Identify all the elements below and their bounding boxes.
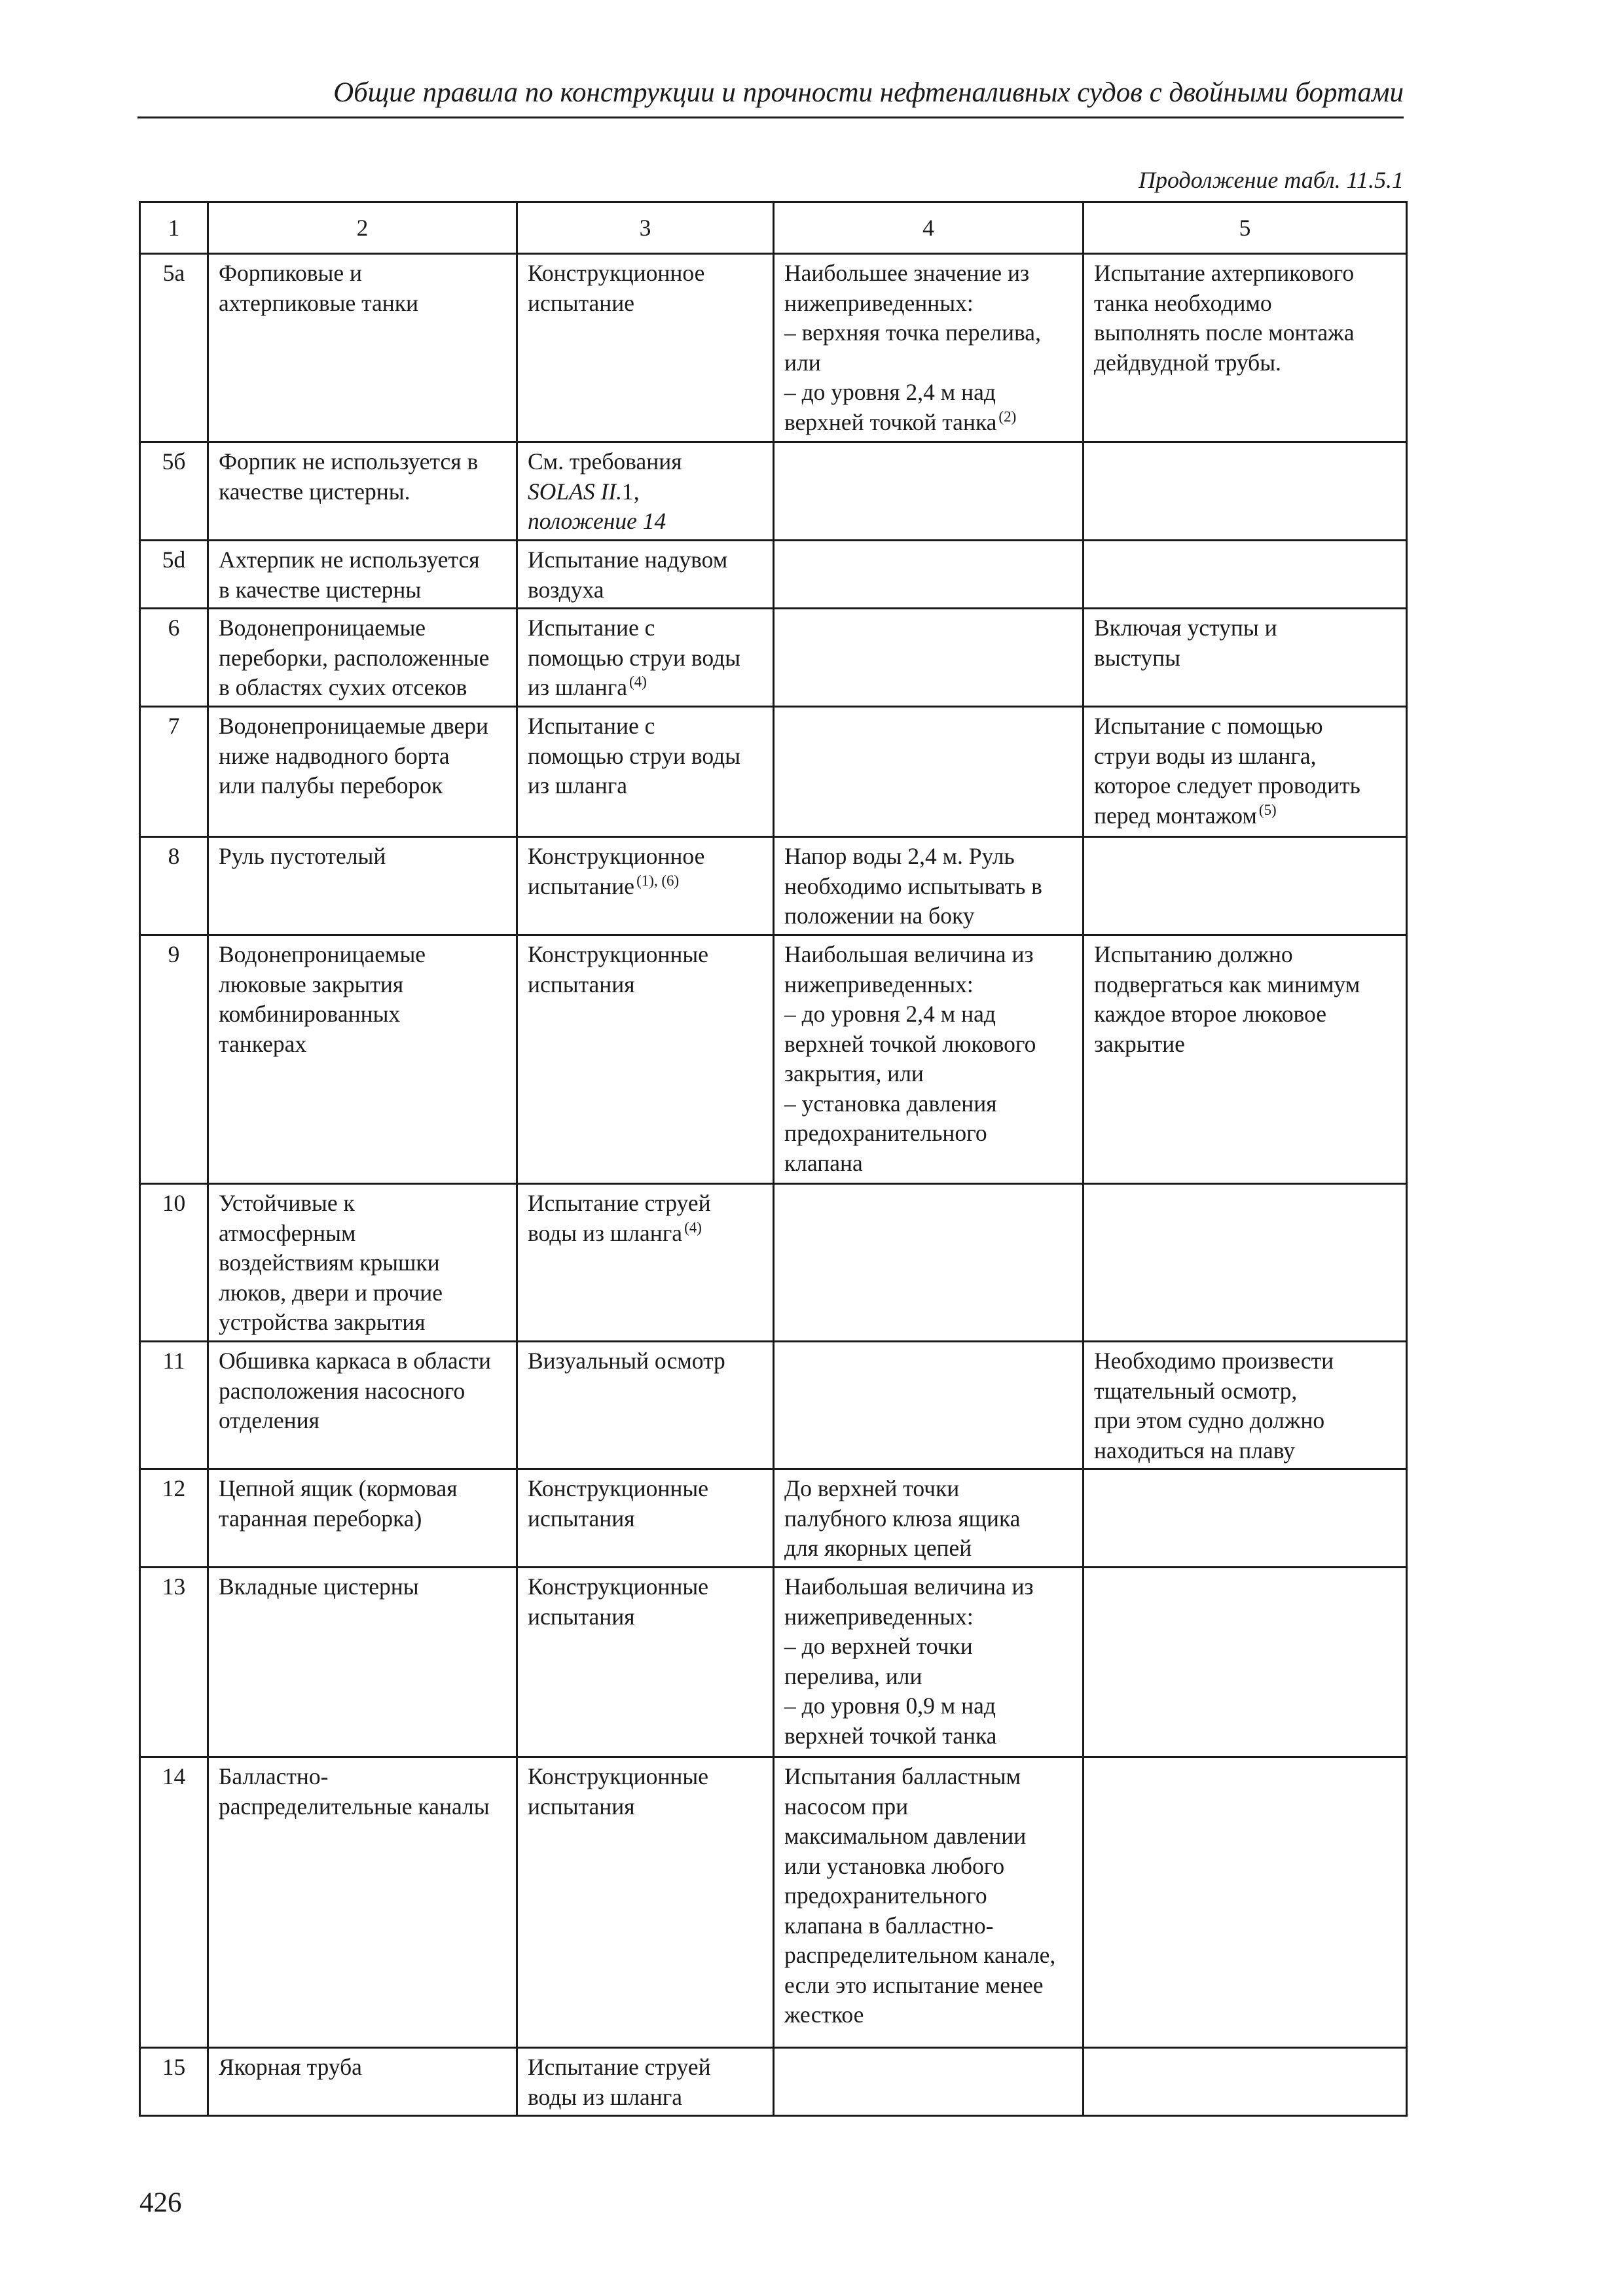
cell-line: клапана в балластно- xyxy=(784,1912,994,1939)
remarks-cell xyxy=(1084,254,1407,442)
cell-line: Испытания балластным xyxy=(784,1763,1021,1789)
test-head-cell xyxy=(774,442,1084,541)
cell-line: танкерах xyxy=(219,1030,307,1057)
cell-line: для якорных цепей xyxy=(784,1535,972,1561)
cell-line: Необходимо произвести xyxy=(1094,1348,1334,1374)
remarks-cell xyxy=(1084,1469,1407,1568)
cell-line: распределительном канале, xyxy=(784,1942,1056,1968)
test-type-cell xyxy=(517,707,774,837)
cell-line: в областях сухих отсеков xyxy=(219,674,467,700)
cell-line: нижеприведенных: xyxy=(784,289,974,316)
cell-line: Конструкционное xyxy=(528,260,705,286)
remarks-cell xyxy=(1084,1568,1407,1757)
cell-line: насосом при xyxy=(784,1793,909,1820)
cell-line: Форпик не используется в xyxy=(219,448,479,475)
cell-line: люковые закрытия xyxy=(219,971,404,997)
cell-line: предохранительного xyxy=(784,1882,987,1909)
cell-line: – установка давления xyxy=(784,1090,997,1117)
cell-line: – до верхней точки xyxy=(784,1633,973,1659)
cell-line: устройства закрытия xyxy=(219,1309,426,1335)
remarks-cell xyxy=(1084,442,1407,541)
cell-line xyxy=(784,408,1073,438)
cell-line: ниже надводного борта xyxy=(219,742,450,769)
cell-text: верхней точкой танка xyxy=(784,408,997,435)
footnote-ref: (4) xyxy=(684,1219,702,1236)
test-head-cell xyxy=(774,1469,1084,1568)
table-row xyxy=(140,1757,1407,2048)
test-head-cell xyxy=(774,609,1084,707)
cell-line: Визуальный осмотр xyxy=(528,1348,725,1374)
structure-cell xyxy=(208,541,517,609)
column-number-row xyxy=(140,202,1407,254)
cell-line: распределительные каналы xyxy=(219,1793,490,1820)
test-type-cell xyxy=(517,442,774,541)
cell-line: Водонепроницаемые xyxy=(219,615,426,641)
structure-cell xyxy=(208,609,517,707)
cell-line: клапана xyxy=(784,1149,863,1176)
table-row xyxy=(140,935,1407,1184)
cell-line: – верхняя точка перелива, xyxy=(784,319,1041,346)
test-type-cell xyxy=(517,2048,774,2116)
cell-line: Водонепроницаемые двери xyxy=(219,713,489,739)
table-row xyxy=(140,609,1407,707)
cell-line: испытания xyxy=(528,1505,635,1532)
structure-cell xyxy=(208,2048,517,2116)
cell-line: Испытание с xyxy=(528,615,655,641)
structure-cell xyxy=(208,1184,517,1342)
cell-line: атмосферным xyxy=(219,1219,356,1246)
cell-line: положении на боку xyxy=(784,903,975,929)
structure-cell xyxy=(208,1469,517,1568)
cell-line: Руль пустотелый xyxy=(219,843,386,869)
cell-line: максимальном давлении xyxy=(784,1823,1027,1849)
remarks-cell xyxy=(1084,609,1407,707)
cell-line: которое следует проводить xyxy=(1094,772,1360,798)
test-type-cell xyxy=(517,1342,774,1469)
cell-line xyxy=(528,872,763,902)
structure-cell xyxy=(208,1757,517,2048)
remarks-cell xyxy=(1084,1757,1407,2048)
cell-line: верхней точкой люкового xyxy=(784,1030,1036,1057)
test-type-cell xyxy=(517,609,774,707)
test-head-cell xyxy=(774,935,1084,1184)
test-head-cell xyxy=(774,1342,1084,1469)
cell-line: дейдвудной трубы. xyxy=(1094,349,1281,376)
test-head-cell xyxy=(774,1757,1084,2048)
cell-line: если это испытание менее xyxy=(784,1971,1044,1998)
structure-cell xyxy=(208,442,517,541)
row-number: 6 xyxy=(140,609,208,707)
cell-line: Испытание с помощью xyxy=(1094,713,1323,739)
cell-line: закрытие xyxy=(1094,1030,1185,1057)
footnote-ref: (1), (6) xyxy=(636,872,680,889)
cell-line: струи воды из шланга, xyxy=(1094,742,1317,769)
cell-line xyxy=(528,477,763,507)
cell-line xyxy=(528,673,763,703)
footnote-ref: (2) xyxy=(998,408,1017,425)
table-row xyxy=(140,442,1407,541)
cell-line: находиться на плаву xyxy=(1094,1437,1296,1463)
cell-line: Конструкционные xyxy=(528,1573,708,1600)
cell-line xyxy=(528,1219,763,1249)
test-head-cell xyxy=(774,837,1084,935)
cell-line: Испытание ахтерпикового xyxy=(1094,260,1355,286)
cell-line: Наибольшее значение из xyxy=(784,260,1029,286)
remarks-cell xyxy=(1084,2048,1407,2116)
cell-line: верхней точкой танка xyxy=(784,1722,997,1749)
remarks-cell xyxy=(1084,1342,1407,1469)
cell-line: воздуха xyxy=(528,576,604,603)
cell-line: танка необходимо xyxy=(1094,289,1272,316)
table-row xyxy=(140,1469,1407,1568)
remarks-cell xyxy=(1084,935,1407,1184)
row-number: 12 xyxy=(140,1469,208,1568)
cell-line: Устойчивые к xyxy=(219,1190,355,1216)
row-number: 10 xyxy=(140,1184,208,1342)
requirements-table xyxy=(139,201,1408,2117)
cell-line: Конструкционные xyxy=(528,1475,708,1501)
table-row xyxy=(140,1342,1407,1469)
test-type-cell xyxy=(517,935,774,1184)
cell-line: Форпиковые и xyxy=(219,260,362,286)
cell-line: Напор воды 2,4 м. Руль xyxy=(784,843,1015,869)
cell-line: помощью струи воды xyxy=(528,644,740,671)
row-number: 7 xyxy=(140,707,208,837)
row-number: 9 xyxy=(140,935,208,1184)
header-rule xyxy=(137,117,1404,118)
cell-line: выступы xyxy=(1094,644,1181,671)
column-number: 2 xyxy=(208,202,517,254)
cell-line: помощью струи воды xyxy=(528,742,740,769)
cell-text: воды из шланга xyxy=(528,1219,683,1246)
column-number: 3 xyxy=(517,202,774,254)
structure-cell xyxy=(208,1342,517,1469)
remarks-cell xyxy=(1084,1184,1407,1342)
cell-line: подвергаться как минимум xyxy=(1094,971,1360,997)
test-head-cell xyxy=(774,2048,1084,2116)
cell-line: тщательный осмотр, xyxy=(1094,1377,1298,1404)
cell-line: Обшивка каркаса в области xyxy=(219,1348,491,1374)
regulation-position: положение 14 xyxy=(528,508,666,534)
cell-line: Испытание с xyxy=(528,713,655,739)
test-head-cell xyxy=(774,707,1084,837)
cell-line: переборки, расположенные xyxy=(219,644,490,671)
cell-line: Наибольшая величина из xyxy=(784,941,1034,967)
page-number: 426 xyxy=(139,2187,182,2218)
cell-line: – до уровня 2,4 м над xyxy=(784,379,996,405)
cell-line: – до уровня 2,4 м над xyxy=(784,1001,996,1027)
row-number: 15 xyxy=(140,2048,208,2116)
regulation-ref: SOLAS II. xyxy=(528,478,622,505)
test-head-cell xyxy=(774,541,1084,609)
remarks-cell xyxy=(1084,707,1407,837)
table-row xyxy=(140,2048,1407,2116)
cell-line: или установка любого xyxy=(784,1852,1005,1879)
cell-line: отделения xyxy=(219,1407,319,1433)
remarks-cell xyxy=(1084,837,1407,935)
row-number: 14 xyxy=(140,1757,208,2048)
row-number: 5a xyxy=(140,254,208,442)
cell-line: при этом судно должно xyxy=(1094,1407,1325,1433)
cell-line: Наибольшая величина из xyxy=(784,1573,1034,1600)
cell-line: жесткое xyxy=(784,2001,864,2028)
cell-line: комбинированных xyxy=(219,1001,401,1027)
cell-line: нижеприведенных: xyxy=(784,1603,974,1630)
cell-line: Испытанию должно xyxy=(1094,941,1293,967)
cell-line: нижеприведенных: xyxy=(784,971,974,997)
cell-line: Включая уступы и xyxy=(1094,615,1277,641)
cell-line: испытание xyxy=(528,289,635,316)
structure-cell xyxy=(208,935,517,1184)
running-header-title: Общие правила по конструкции и прочности нефтеналивных судов с двойными бортами xyxy=(333,77,1404,108)
cell-line: перелива, или xyxy=(784,1662,922,1689)
table-row xyxy=(140,1184,1407,1342)
cell-line: Конструкционные xyxy=(528,941,708,967)
cell-line: предохранительного xyxy=(784,1120,987,1146)
cell-line: ахтерпиковые танки xyxy=(219,289,419,316)
cell-line: Испытание надувом xyxy=(528,547,728,573)
test-type-cell xyxy=(517,837,774,935)
cell-line: Конструкционное xyxy=(528,843,705,869)
row-number: 5б xyxy=(140,442,208,541)
footnote-ref: (4) xyxy=(629,673,647,690)
column-number: 4 xyxy=(774,202,1084,254)
cell-line: из шланга xyxy=(528,772,628,798)
row-number: 13 xyxy=(140,1568,208,1757)
table-row xyxy=(140,707,1407,837)
cell-line: палубного клюза ящика xyxy=(784,1505,1021,1532)
cell-line: таранная переборка) xyxy=(219,1505,422,1532)
cell-line: воздействиям крышки xyxy=(219,1249,440,1276)
column-number: 5 xyxy=(1084,202,1407,254)
row-number: 8 xyxy=(140,837,208,935)
cell-line: испытания xyxy=(528,1793,635,1820)
test-type-cell xyxy=(517,1757,774,2048)
row-number: 5d xyxy=(140,541,208,609)
cell-line: воды из шланга xyxy=(528,2083,683,2110)
cell-line: испытания xyxy=(528,971,635,997)
table-caption: Продолжение табл. 11.5.1 xyxy=(1138,167,1404,193)
cell-text: перед монтажом xyxy=(1094,802,1257,829)
table-row xyxy=(140,1568,1407,1757)
cell-line: в качестве цистерны xyxy=(219,576,422,603)
cell-line: выполнять после монтажа xyxy=(1094,319,1355,346)
test-type-cell xyxy=(517,1184,774,1342)
footnote-ref: (5) xyxy=(1258,801,1277,818)
table-row xyxy=(140,837,1407,935)
cell-line: Цепной ящик (кормовая xyxy=(219,1475,458,1501)
remarks-cell xyxy=(1084,541,1407,609)
structure-cell xyxy=(208,1568,517,1757)
cell-line: или палубы переборок xyxy=(219,772,443,798)
cell-text: из шланга xyxy=(528,674,628,700)
cell-line: Ахтерпик не используется xyxy=(219,547,480,573)
structure-cell xyxy=(208,707,517,837)
cell-line: или xyxy=(784,349,821,376)
cell-line: необходимо испытывать в xyxy=(784,872,1042,899)
test-head-cell xyxy=(774,1184,1084,1342)
test-head-cell xyxy=(774,254,1084,442)
cell-line: испытания xyxy=(528,1603,635,1630)
cell-line: – до уровня 0,9 м над xyxy=(784,1693,996,1719)
cell-line: каждое второе люковое xyxy=(1094,1001,1326,1027)
cell-line: Водонепроницаемые xyxy=(219,941,426,967)
cell-line: Вкладные цистерны xyxy=(219,1573,419,1600)
structure-cell xyxy=(208,254,517,442)
cell-line: До верхней точки xyxy=(784,1475,960,1501)
cell-text: испытание xyxy=(528,872,635,899)
test-type-cell xyxy=(517,1469,774,1568)
table-row xyxy=(140,541,1407,609)
test-head-cell xyxy=(774,1568,1084,1757)
test-type-cell xyxy=(517,254,774,442)
cell-line: закрытия, или xyxy=(784,1060,924,1086)
regulation-ref-suffix: 1, xyxy=(621,478,640,505)
row-number: 11 xyxy=(140,1342,208,1469)
cell-line: качестве цистерны. xyxy=(219,478,410,505)
cell-line: Конструкционные xyxy=(528,1763,708,1789)
cell-line: Балластно- xyxy=(219,1763,329,1789)
cell-line: Якорная труба xyxy=(219,2054,362,2080)
cell-line: Испытание струей xyxy=(528,2054,711,2080)
test-type-cell xyxy=(517,1568,774,1757)
structure-cell xyxy=(208,837,517,935)
cell-line: люков, двери и прочие xyxy=(219,1279,443,1306)
test-type-cell xyxy=(517,541,774,609)
cell-line: расположения насосного xyxy=(219,1377,465,1404)
column-number: 1 xyxy=(140,202,208,254)
cell-line xyxy=(1094,801,1396,831)
cell-line: Испытание струей xyxy=(528,1190,711,1216)
cell-line: См. требования xyxy=(528,448,682,475)
table-row xyxy=(140,254,1407,442)
